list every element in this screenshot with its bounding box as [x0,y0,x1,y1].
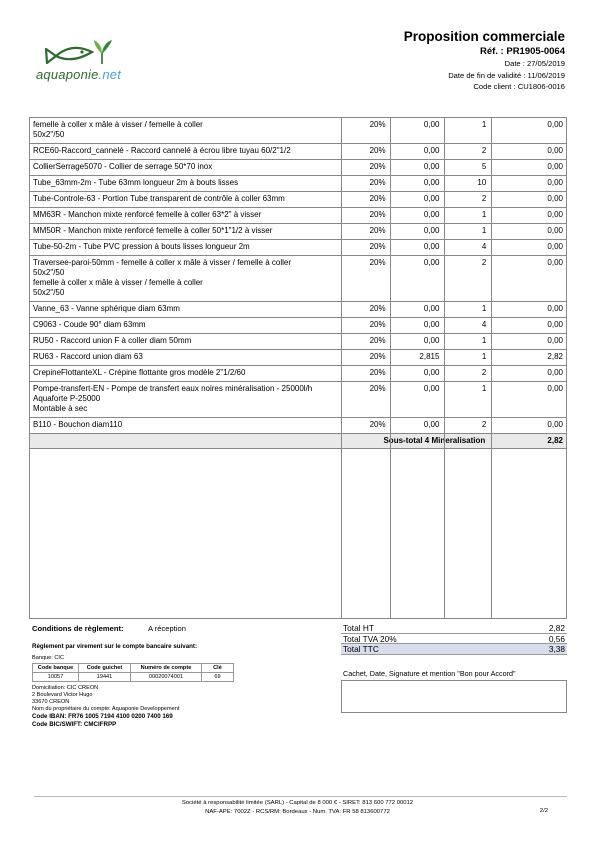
item-description [30,176,340,191]
bank-domiciliation [32,685,179,729]
item-quantity: 1 [481,210,487,219]
item-vat-rate: 20% [369,384,386,393]
item-vat-rate: 20% [369,336,386,345]
item-total: 0,00 [547,420,563,429]
table-row [30,160,566,176]
description-line: RCE60-Raccord_cannelé - Raccord cannelé à écrou libre tuyau 60/2"1/2 [33,146,291,155]
total-ht-row [341,623,567,634]
item-vat-rate: 20% [369,146,386,155]
item-quantity: 4 [481,242,487,251]
item-total: 2,82 [547,352,563,361]
item-total: 0,00 [547,320,563,329]
item-total: 0,00 [547,210,563,219]
item-total: 0,00 [547,258,563,267]
column-divider [341,118,342,618]
item-unit-price: 0,00 [423,368,440,377]
description-line: femelle à coller x mâle à visser / femelle à coller [33,278,203,287]
item-unit-price: 0,00 [423,226,440,235]
item-quantity: 4 [481,320,487,329]
item-unit-price: 0,00 [423,336,440,345]
bank-details-table [32,663,234,682]
total-ttc-row [341,644,567,655]
description-line: MM63R - Manchon mixte renforcé femelle à coller 63*2" à visser [33,210,262,219]
table-row [30,350,566,366]
item-description [30,318,340,333]
item-quantity: 1 [481,352,487,361]
footer-divider [34,796,567,797]
item-total: 0,00 [547,146,563,155]
validity-date: Date de fin de validité : 11/06/2019 [448,70,565,80]
page-number: 2/2 [539,808,548,814]
payment-conditions [32,624,186,633]
item-total: 0,00 [547,368,563,377]
conditions-label: Conditions de règlement: [32,624,124,633]
description-line: Aquaforte P-25000 [33,394,101,403]
domiciliation-line: Domiciliation: CIC CREON [32,685,99,691]
client-code: Code client : CU1806-0016 [473,82,565,91]
table-row [30,176,566,192]
item-unit-price: 0,00 [423,162,440,171]
item-total: 0,00 [547,194,563,203]
item-unit-price: 0,00 [423,146,440,155]
item-quantity: 2 [481,420,487,429]
column-divider [491,118,492,618]
brand-name [36,67,121,82]
bic-code: Code BIC/SWIFT: CMCIFRPP [32,721,117,728]
description-line: Traversee-paroi-50mm - femelle à coller x mâle à visser / femelle à coller [33,258,292,267]
description-line: CollierSerrage5070 - Collier de serrage 50*70 inox [33,162,213,171]
item-unit-price: 0,00 [423,178,440,187]
description-line: C9063 - Coude 90° diam 63mm [33,320,146,329]
branch-code-value: 19441 [79,673,131,682]
table-row [30,302,566,318]
total-tva-row [341,634,567,645]
item-quantity: 1 [481,120,487,129]
table-row [30,418,566,434]
totals-block [341,623,567,655]
item-quantity: 5 [481,162,487,171]
table-row [30,366,566,382]
table-row [30,144,566,160]
document-header [404,29,565,93]
item-unit-price: 0,00 [423,420,440,429]
description-line: Tube-Controle-63 - Portion Tube transparent de contrôle à coller 63mm [33,194,285,203]
item-total: 0,00 [547,226,563,235]
description-line: Pompe-transfert-EN - Pompe de transfert eaux noires minéralisation - 25000l/h [33,384,313,393]
item-description [30,350,340,365]
item-vat-rate: 20% [369,226,386,235]
footer-registration-info: NAF-APE: 7002Z - RCS/RM: Bordeaux - Num. TVA: FR 58 813600772 [205,809,390,815]
item-quantity: 2 [481,194,487,203]
description-line: RU50 - Raccord union F à coller diam 50mm [33,336,192,345]
item-total: 0,00 [547,384,563,393]
address-line-1: 2 Boulevard Victor Hugo [32,692,93,698]
item-vat-rate: 20% [369,420,386,429]
bank-code-value: 10057 [33,673,79,682]
item-vat-rate: 20% [369,242,386,251]
signature-label: Cachet, Date, Signature et mention "Bon pour Accord" [343,669,516,678]
description-line: CrepineFlottanteXL - Crépine flottante gros modèle 2"1/2/60 [33,368,246,377]
item-unit-price: 0,00 [423,210,440,219]
item-description [30,256,340,301]
item-quantity: 1 [481,304,487,313]
subtotal-value: 2,82 [547,436,563,445]
account-number-value: 00020074001 [131,673,202,682]
subtotal-row [30,434,566,449]
document-reference: Réf. : PR1905-0064 [479,46,565,57]
item-vat-rate: 20% [369,194,386,203]
item-vat-rate: 20% [369,210,386,219]
item-unit-price: 0,00 [423,242,440,251]
item-quantity: 2 [481,258,487,267]
description-line: 50x2"/50 [33,288,65,297]
bank-name: Banque: CIC [32,655,65,661]
item-description [30,240,340,255]
item-unit-price: 2,815 [419,352,440,361]
conditions-value: A réception [148,624,186,633]
item-unit-price: 0,00 [423,304,440,313]
key-value: 69 [202,673,234,682]
item-vat-rate: 20% [369,120,386,129]
table-body [30,118,566,434]
table-row [30,224,566,240]
item-description [30,418,340,433]
table-row [30,382,566,418]
table-row [30,192,566,208]
description-line: femelle à coller x mâle à visser / femelle à coller [33,120,203,129]
brand-name-main: aquaponie [36,67,99,82]
account-number-header: Numéro de compte [131,664,202,673]
description-line: 50x2"/50 [33,130,65,139]
item-description [30,334,340,349]
subtotal-label: Sous-total 4 Mineralisation [383,436,486,445]
item-description [30,144,340,159]
item-total: 0,00 [547,336,563,345]
item-quantity: 1 [481,384,487,393]
brand-name-tld: .net [98,67,122,82]
document-title: Proposition commerciale [403,29,565,44]
item-vat-rate: 20% [369,162,386,171]
item-unit-price: 0,00 [423,258,440,267]
item-vat-rate: 20% [369,320,386,329]
description-line: B110 - Bouchon diam110 [33,420,123,429]
branch-code-header: Code guichet [79,664,131,673]
item-description [30,160,340,175]
column-divider [390,118,391,618]
table-row [30,318,566,334]
item-vat-rate: 20% [369,352,386,361]
bank-code-header: Code banque [33,664,79,673]
item-quantity: 1 [481,226,487,235]
item-description [30,224,340,239]
document-date: Date : 27/05/2019 [504,59,565,68]
table-row [30,208,566,224]
item-description [30,382,340,417]
table-row [30,334,566,350]
table-row [30,240,566,256]
table-row [30,118,566,144]
item-total: 0,00 [547,178,563,187]
item-total: 0,00 [547,162,563,171]
table-row [30,256,566,302]
footer-company-info: Société à responsabilité limitée (SARL) - Capital de 8 000 € - SIRET: 813 600 772 00012 [181,800,414,806]
item-description [30,302,340,317]
column-divider [444,118,445,618]
item-quantity: 2 [481,368,487,377]
total-ht-label: Total HT [343,623,374,633]
item-total: 0,00 [547,242,563,251]
address-line-2: 33670 CREON [32,699,70,705]
description-line: Tube_63mm-2m - Tube 63mm longueur 2m à bouts lisses [33,178,239,187]
item-total: 0,00 [547,304,563,313]
item-description [30,118,340,143]
description-line: Vanne_63 - Vanne sphérique diam 63mm [33,304,180,313]
total-tva-label: Total TVA 20% [343,633,397,644]
item-quantity: 10 [477,178,487,187]
total-ht-value: 2,82 [548,623,565,633]
description-line: Tube-50-2m - Tube PVC pression à bouts lisses longueur 2m [33,242,250,251]
total-tva-value: 0,56 [548,633,565,644]
description-line: 50x2"/50 [33,268,65,277]
fish-leaf-logo-icon [34,38,144,70]
item-vat-rate: 20% [369,368,386,377]
item-description [30,192,340,207]
description-line: Montable à sec [33,404,88,413]
item-vat-rate: 20% [369,178,386,187]
key-header: Clé [202,664,234,673]
item-vat-rate: 20% [369,258,386,267]
item-description [30,208,340,223]
description-line: MM50R - Manchon mixte renforcé femelle à coller 50*1"1/2 à visser [33,226,273,235]
item-unit-price: 0,00 [423,194,440,203]
item-unit-price: 0,00 [423,320,440,329]
item-quantity: 2 [481,146,487,155]
item-total: 0,00 [547,120,563,129]
iban-code: Code IBAN: FR76 1005 7194 4100 0200 7400 169 [32,713,173,720]
signature-box[interactable] [341,680,567,713]
account-owner: Nom du propriétaire du compte: Aquaponie Developpement [32,706,180,712]
transfer-heading: Règlement par virement sur le compte bancaire suivant: [32,643,198,650]
item-unit-price: 0,00 [423,120,440,129]
item-description [30,366,340,381]
items-table [29,117,567,619]
item-quantity: 1 [481,336,487,345]
item-unit-price: 0,00 [423,384,440,393]
total-ttc-value: 3,38 [548,644,565,654]
total-ttc-label: Total TTC [343,644,379,654]
item-vat-rate: 20% [369,304,386,313]
description-line: RU63 - Raccord union diam 63 [33,352,143,361]
